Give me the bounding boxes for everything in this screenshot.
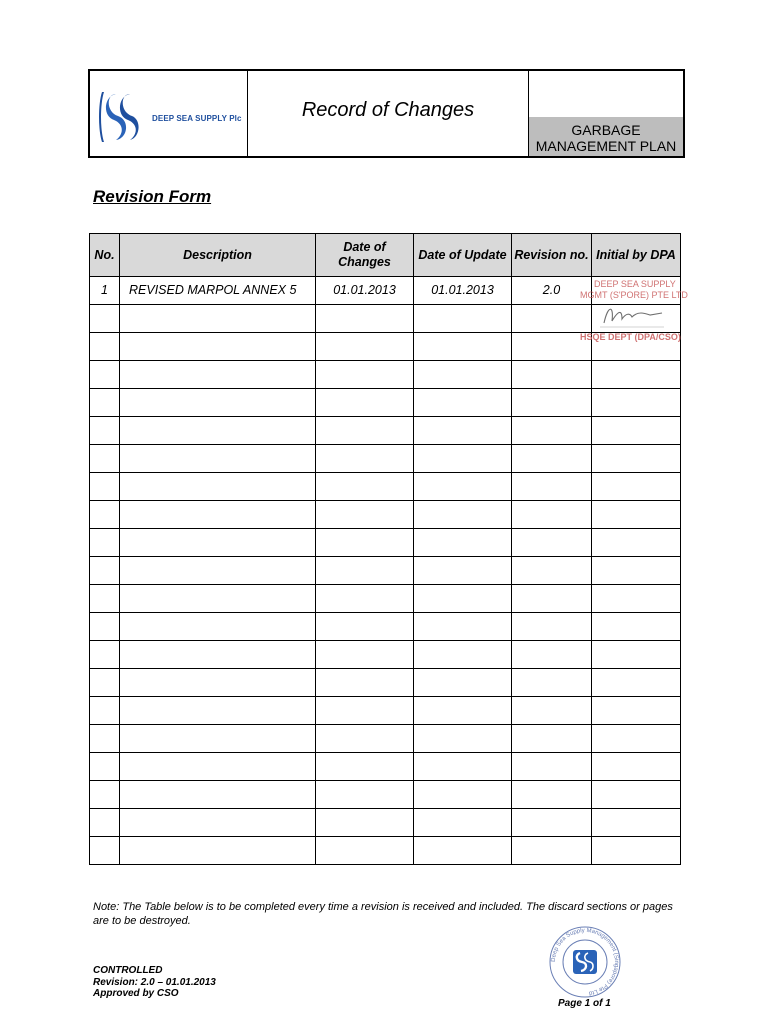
row-date-update-empty: [414, 501, 512, 529]
row-date-changes-empty: [316, 613, 414, 641]
row-description-empty: [120, 613, 316, 641]
row-date-update-empty: [414, 417, 512, 445]
header-no: No.: [90, 234, 120, 277]
row-date-changes-empty: [316, 333, 414, 361]
row-revision-empty: [512, 473, 592, 501]
row-date-update-empty: [414, 361, 512, 389]
row-revision: 2.0: [512, 277, 592, 305]
row-description-empty: [120, 333, 316, 361]
row-revision-empty: [512, 753, 592, 781]
row-initial-empty: [592, 473, 681, 501]
note-text: Note: The Table below is to be completed every time a revision is received and included. The discard sections or pages are to be destroyed.: [93, 901, 673, 927]
row-no-empty: [90, 529, 120, 557]
row-date-changes-empty: [316, 473, 414, 501]
row-no-empty: [90, 361, 120, 389]
row-no-empty: [90, 809, 120, 837]
title-cell: [248, 71, 529, 156]
row-description: REVISED MARPOL ANNEX 5: [120, 277, 316, 305]
row-revision-empty: [512, 725, 592, 753]
row-date-changes-empty: [316, 445, 414, 473]
row-no-empty: [90, 305, 120, 333]
signature: [598, 301, 668, 331]
table-row-empty: [90, 417, 681, 445]
row-description-empty: [120, 641, 316, 669]
plan-name-line1: GARBAGE: [571, 121, 641, 138]
row-date-changes-empty: [316, 809, 414, 837]
row-initial-empty: [592, 781, 681, 809]
row-date-update-empty: [414, 445, 512, 473]
row-no-empty: [90, 473, 120, 501]
row-date-changes-empty: [316, 585, 414, 613]
table-row-empty: [90, 697, 681, 725]
row-description-empty: [120, 473, 316, 501]
table-body: [90, 277, 681, 865]
row-date-changes-empty: [316, 725, 414, 753]
row-initial-empty: [592, 753, 681, 781]
row-date-update-empty: [414, 473, 512, 501]
row-no-empty: [90, 725, 120, 753]
header-initial: Initial by DPA: [592, 234, 681, 277]
row-no-empty: [90, 585, 120, 613]
header-description: Description: [120, 234, 316, 277]
header-date-changes: Date of Changes: [316, 234, 414, 277]
company-name: DEEP SEA SUPPLY Plc: [152, 114, 242, 123]
row-date-update-empty: [414, 725, 512, 753]
table-row-empty: [90, 473, 681, 501]
row-date-update-empty: [414, 781, 512, 809]
row-description-empty: [120, 445, 316, 473]
row-revision-empty: [512, 417, 592, 445]
table-row-empty: [90, 753, 681, 781]
row-no-empty: [90, 669, 120, 697]
row-initial-empty: [592, 417, 681, 445]
row-initial-empty: [592, 389, 681, 417]
row-date-update-empty: [414, 753, 512, 781]
row-description-empty: [120, 781, 316, 809]
table-row-empty: [90, 529, 681, 557]
row-no-empty: [90, 837, 120, 865]
row-description-empty: [120, 501, 316, 529]
row-no-empty: [90, 753, 120, 781]
row-description-empty: [120, 361, 316, 389]
row-revision-empty: [512, 669, 592, 697]
table-row-empty: [90, 557, 681, 585]
section-title: Revision Form: [93, 187, 212, 206]
row-date-changes-empty: [316, 641, 414, 669]
row-date-update-empty: [414, 557, 512, 585]
row-no: 1: [90, 277, 120, 305]
plan-name-line2: MANAGEMENT PLAN: [535, 137, 677, 154]
row-no-empty: [90, 613, 120, 641]
table-row-empty: [90, 725, 681, 753]
row-date-changes-empty: [316, 529, 414, 557]
row-description-empty: [120, 585, 316, 613]
row-date-update-empty: [414, 669, 512, 697]
row-description-empty: [120, 753, 316, 781]
table-row-empty: [90, 781, 681, 809]
row-initial-empty: [592, 361, 681, 389]
row-initial-empty: [592, 837, 681, 865]
row-revision-empty: [512, 641, 592, 669]
row-date-changes-empty: [316, 669, 414, 697]
row-revision-empty: [512, 501, 592, 529]
row-revision-empty: [512, 781, 592, 809]
row-revision-empty: [512, 585, 592, 613]
row-description-empty: [120, 669, 316, 697]
row-initial-empty: [592, 585, 681, 613]
table-row-empty: [90, 389, 681, 417]
row-date-changes-empty: [316, 557, 414, 585]
table-row-empty: [90, 809, 681, 837]
plan-cell: [529, 71, 683, 156]
company-seal: [544, 925, 626, 999]
stamp-line3: HSQE DEPT (DPA/CSO): [580, 332, 681, 342]
table-row-empty: [90, 613, 681, 641]
footer-approved: Approved by CSO: [93, 988, 179, 999]
row-date-changes-empty: [316, 389, 414, 417]
row-date-update-empty: [414, 585, 512, 613]
footer-revision: Revision: 2.0 – 01.01.2013: [93, 976, 216, 988]
row-date-changes-empty: [316, 753, 414, 781]
row-date-update-empty: [414, 305, 512, 333]
table-row-empty: [90, 641, 681, 669]
table-row-empty: [90, 585, 681, 613]
row-initial-empty: [592, 445, 681, 473]
row-date-changes-empty: [316, 417, 414, 445]
row-description-empty: [120, 417, 316, 445]
table-row-empty: [90, 501, 681, 529]
row-initial-empty: [592, 809, 681, 837]
company-logo: [94, 90, 144, 144]
row-date-changes-empty: [316, 305, 414, 333]
plan-cell-top: [529, 71, 683, 117]
row-description-empty: [120, 305, 316, 333]
row-description-empty: [120, 557, 316, 585]
row-date-update-empty: [414, 641, 512, 669]
row-no-empty: [90, 389, 120, 417]
row-initial-empty: [592, 613, 681, 641]
table-row-empty: [90, 837, 681, 865]
row-no-empty: [90, 697, 120, 725]
row-initial-empty: [592, 501, 681, 529]
row-initial-empty: [592, 669, 681, 697]
row-initial-empty: [592, 529, 681, 557]
row-initial-empty: [592, 697, 681, 725]
row-description-empty: [120, 697, 316, 725]
seal-text: Deep Sea Supply Management (Singapore) Pte Ltd: [550, 927, 620, 996]
row-revision-empty: [512, 697, 592, 725]
row-no-empty: [90, 641, 120, 669]
row-initial-empty: [592, 557, 681, 585]
row-no-empty: [90, 445, 120, 473]
table-row-empty: [90, 669, 681, 697]
row-date-changes: 01.01.2013: [316, 277, 414, 305]
row-description-empty: [120, 389, 316, 417]
row-no-empty: [90, 781, 120, 809]
document-title: Record of Changes: [301, 99, 475, 121]
logo-cell: [90, 71, 248, 156]
row-revision-empty: [512, 613, 592, 641]
row-date-update-empty: [414, 529, 512, 557]
page-number: Page 1 of 1: [558, 998, 611, 1009]
document-header: [88, 69, 685, 158]
footer-status: CONTROLLED: [93, 965, 163, 976]
row-description-empty: [120, 529, 316, 557]
table-row-empty: [90, 445, 681, 473]
header-revision: Revision no.: [512, 234, 592, 277]
row-date-changes-empty: [316, 501, 414, 529]
row-date-update-empty: [414, 809, 512, 837]
row-date-update: 01.01.2013: [414, 277, 512, 305]
row-date-changes-empty: [316, 361, 414, 389]
row-initial-empty: [592, 725, 681, 753]
stamp-line1: DEEP SEA SUPPLY: [594, 279, 676, 289]
row-date-update-empty: [414, 333, 512, 361]
row-description-empty: [120, 725, 316, 753]
row-date-update-empty: [414, 389, 512, 417]
row-date-update-empty: [414, 613, 512, 641]
header-date-update: Date of Update: [414, 234, 512, 277]
footer: [93, 965, 216, 1000]
row-description-empty: [120, 837, 316, 865]
table-row-empty: [90, 361, 681, 389]
row-revision-empty: [512, 445, 592, 473]
row-revision-empty: [512, 389, 592, 417]
row-revision-empty: [512, 837, 592, 865]
row-revision-empty: [512, 557, 592, 585]
row-no-empty: [90, 417, 120, 445]
row-revision-empty: [512, 361, 592, 389]
row-revision-empty: [512, 529, 592, 557]
row-no-empty: [90, 557, 120, 585]
dpa-stamp: [578, 277, 688, 345]
row-date-changes-empty: [316, 837, 414, 865]
plan-name: [529, 117, 683, 156]
row-initial-empty: [592, 641, 681, 669]
row-date-update-empty: [414, 837, 512, 865]
row-no-empty: [90, 501, 120, 529]
row-date-changes-empty: [316, 781, 414, 809]
stamp-line2: MGMT (S'PORE) PTE LTD: [580, 290, 688, 300]
row-date-update-empty: [414, 697, 512, 725]
row-no-empty: [90, 333, 120, 361]
table-header-row: [90, 234, 681, 277]
row-description-empty: [120, 809, 316, 837]
row-date-changes-empty: [316, 697, 414, 725]
row-revision-empty: [512, 809, 592, 837]
